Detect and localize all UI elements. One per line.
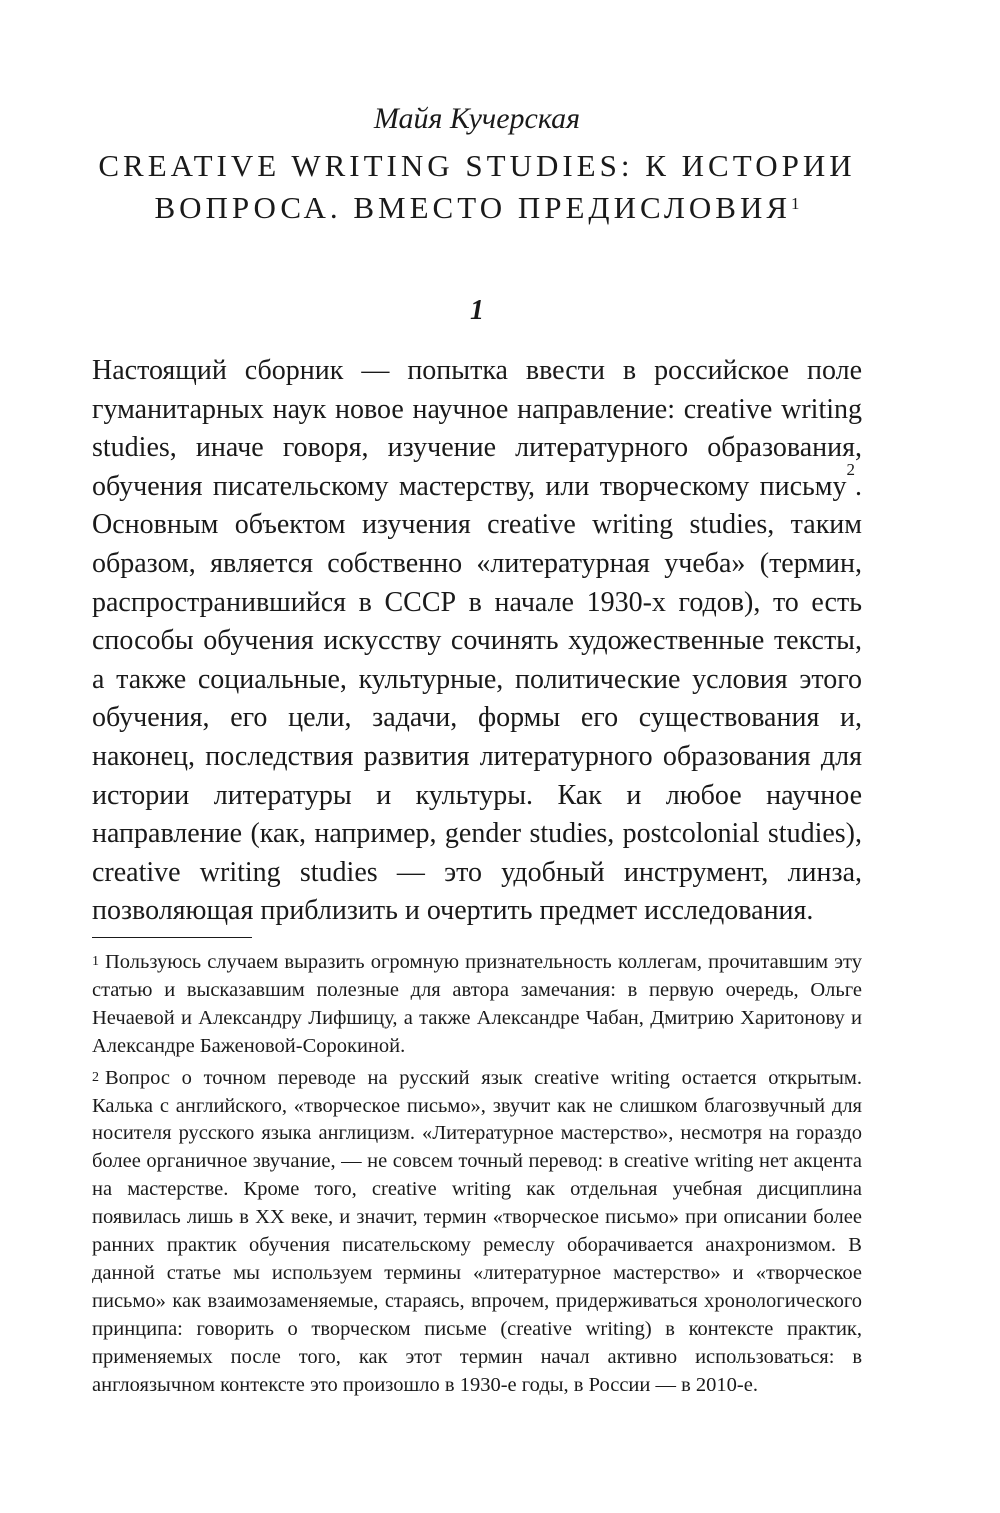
footnote-2-mark: 2 <box>92 1069 99 1085</box>
footnote-1-text: Пользуюсь случаем выразить огромную признательность коллегам, прочитавшим эту статью и высказавшим полезные для автора замечания: в первую очередь, Ольге Нечаевой и Александру Лифшицу, а также Александре Чабан, Дмитрию Харитонову и Александре Баженовой-Сорокиной. <box>92 951 862 1057</box>
body-text-part1: Настоящий сборник — попытка ввести в российское поле гуманитарных наук новое научное направление: creative writing studies, иначе говоря, изучение литературного образования, обучения писательскому мастерству, или творческому письму <box>92 355 862 502</box>
footnote-1-mark: 1 <box>92 954 99 969</box>
footnotes <box>92 949 862 1404</box>
footnote-divider <box>92 937 252 938</box>
body-text-part2: . Основным объектом изучения creative writing studies, таким образом, является собственно «литературная учеба» (термин, распространившийся в СССР в начале 1930-х годов), то есть способы обучения искусству сочинять художественные тексты, а также социальные, культурные, политические условия этого обучения, его цели, задачи, формы его существования и, наконец, последствия развития литературного образования для истории литературы и культуры. Как и любое научное направление (как, например, gender studies, postcolonial studies), creative writing studies — это удобный инструмент, линза, позволяющая приблизить и очертить предмет исследования. <box>92 470 862 927</box>
footnote-2-text: Вопрос о точном переводе на русский язык creative writing остается открытым. Калька с английского, «творческое письмо», звучит как не слишком благозвучный для носителя русского языка англицизм. «Литературное мастерство», несмотря на гораздо более органичное звучание, — не совсем точный перевод: в creative writing нет акцента на мастерстве. Кроме того, creative writing как отдельная учебная дисциплина появилась лишь в XX веке, и значит, термин «творческое письмо» при описании более ранних практик обучения писательскому ремеслу оборачивается анахронизмом. В данной статье мы используем термины «литературное мастерство» и «творческое письмо» как взаимозаменяемые, стараясь, впрочем, придерживаться хронологического принципа: говорить о творческом письме (creative writing) в контексте практик, применяемых после того, как этот термин начал активно использоваться: в англоязычном контексте это произошло в 1930-е годы, в России — в 2010-е. <box>92 1066 862 1396</box>
chapter-title-text: CREATIVE WRITING STUDIES: К ИСТОРИИ ВОПРОСА. ВМЕСТО ПРЕДИСЛОВИЯ <box>98 148 856 225</box>
footnote-2 <box>92 1065 862 1400</box>
footnote-1 <box>92 949 862 1061</box>
section-number: 1 <box>470 295 484 326</box>
book-page <box>92 0 862 1513</box>
author-name: Майя Кучерская <box>373 102 581 135</box>
title-footnote-mark: 1 <box>791 194 800 213</box>
body-footnote-mark: 2 <box>846 459 855 479</box>
chapter-title <box>92 145 862 229</box>
body-paragraph <box>92 352 862 931</box>
